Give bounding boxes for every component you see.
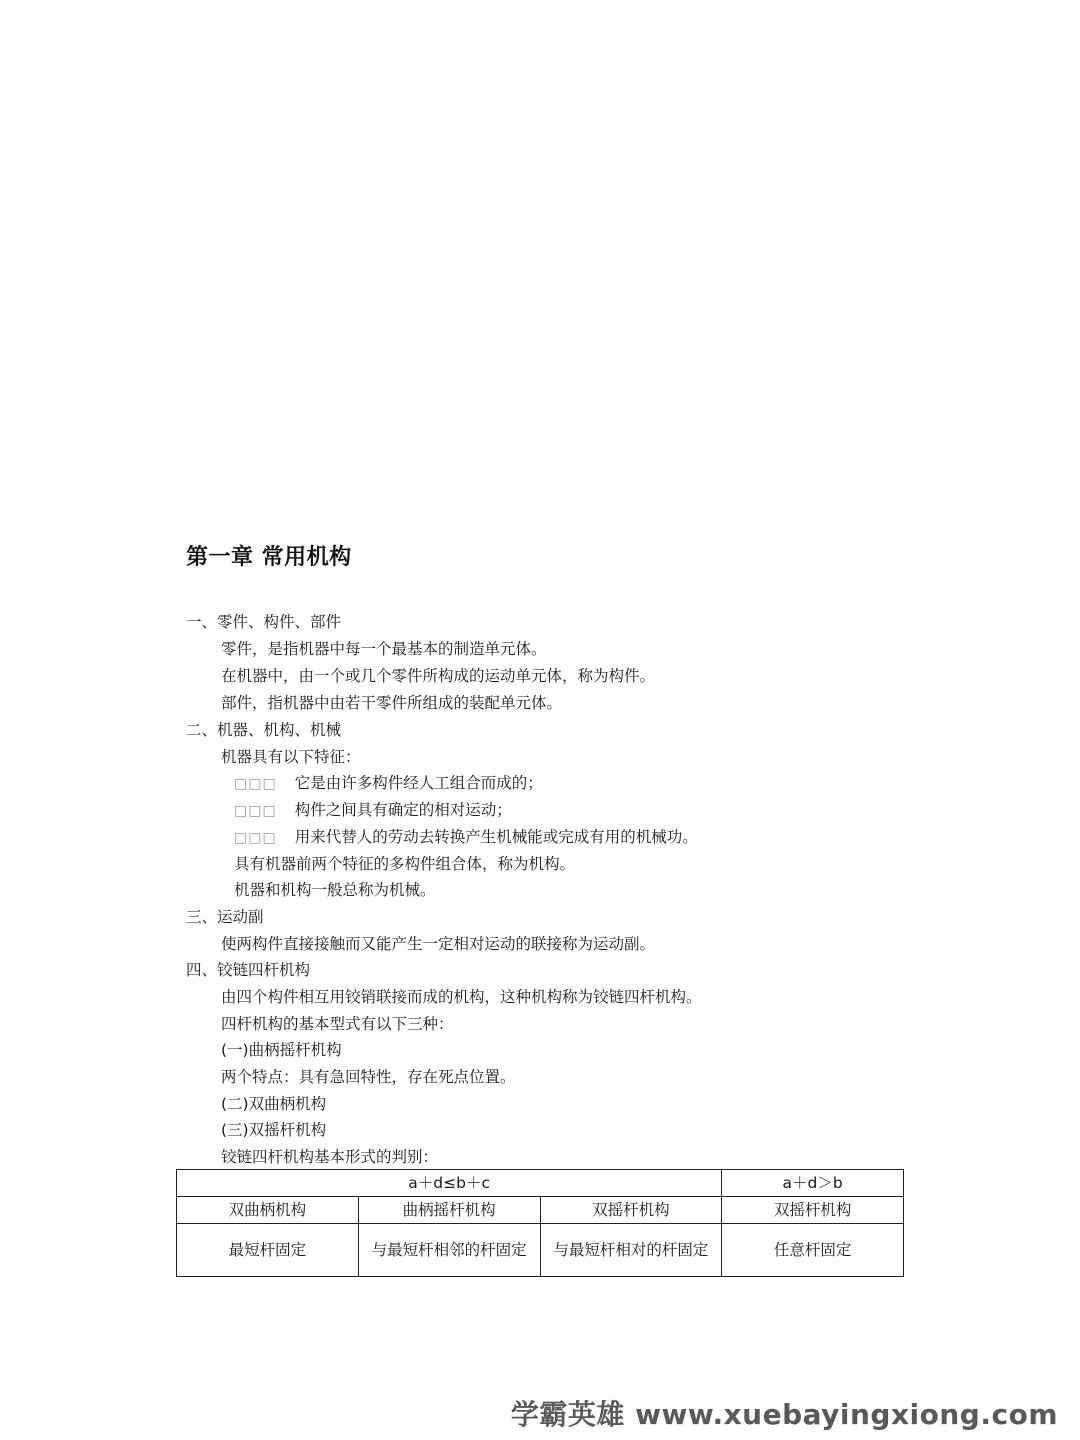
list-item-text: 构件之间具有确定的相对运动； [294,801,512,819]
watermark: 学霸英雄 www.xuebayingxiong.com [510,1398,1058,1431]
paragraph-line: (一)曲柄摇杆机构 [221,1041,342,1059]
section-heading-kinematic-pair: 三、运动副 [186,908,264,926]
list-item [234,773,543,794]
paragraph-line: 四杆机构的基本型式有以下三种： [221,1015,454,1033]
table-cell: 任意杆固定 [722,1224,904,1277]
bullet-marker: □□□ [234,776,277,792]
table-cell: 双曲柄机构 [177,1197,359,1224]
four-bar-classification-table [176,1169,904,1277]
paragraph-line: 具有机器前两个特征的多构件组合体，称为机构。 [234,855,576,873]
table-cell: 与最短杆相邻的杆固定 [358,1224,540,1277]
paragraph-line: 机器和机构一般总称为机械。 [234,881,436,899]
bullet-marker: □□□ [234,830,277,846]
chapter-title: 第一章 常用机构 [186,545,352,570]
table-row [177,1170,904,1197]
table-cell: 双摇杆机构 [540,1197,722,1224]
section-heading-four-bar: 四、铰链四杆机构 [186,961,311,979]
table-cell: 与最短杆相对的杆固定 [540,1224,722,1277]
list-item [234,800,512,821]
table-row [177,1224,904,1277]
section-heading-machines: 二、机器、机构、机械 [186,721,342,739]
table-cell: 双摇杆机构 [722,1197,904,1224]
paragraph-line: 铰链四杆机构基本形式的判别： [221,1148,439,1166]
list-item-text: 用来代替人的劳动去转换产生机械能或完成有用的机械功。 [294,828,698,846]
table-cell: 最短杆固定 [177,1224,359,1277]
paragraph-line: 机器具有以下特征： [221,748,361,766]
paragraph-line: 零件，是指机器中每一个最基本的制造单元体。 [221,640,547,658]
list-item-text: 它是由许多构件经人工组合而成的； [294,774,543,792]
list-item [234,827,698,848]
bullet-marker: □□□ [234,803,277,819]
section-heading-parts: 一、零件、构件、部件 [186,613,342,631]
paragraph-line: 由四个构件相互用铰销联接而成的机构，这种机构称为铰链四杆机构。 [221,988,702,1006]
paragraph-line: (三)双摇杆机构 [221,1121,327,1139]
paragraph-line: 在机器中，由一个或几个零件所构成的运动单元体，称为构件。 [221,667,656,685]
table-cell: a＋d＞b [722,1170,904,1197]
paragraph-line: 部件，指机器中由若干零件所组成的装配单元体。 [221,694,563,712]
paragraph-line: (二)双曲柄机构 [221,1095,327,1113]
paragraph-line: 使两构件直接接触而又能产生一定相对运动的联接称为运动副。 [221,935,656,953]
table-row [177,1197,904,1224]
table-cell: a＋d≤b＋c [177,1170,722,1197]
paragraph-line: 两个特点：具有急回特性，存在死点位置。 [221,1068,516,1086]
table-cell: 曲柄摇杆机构 [358,1197,540,1224]
